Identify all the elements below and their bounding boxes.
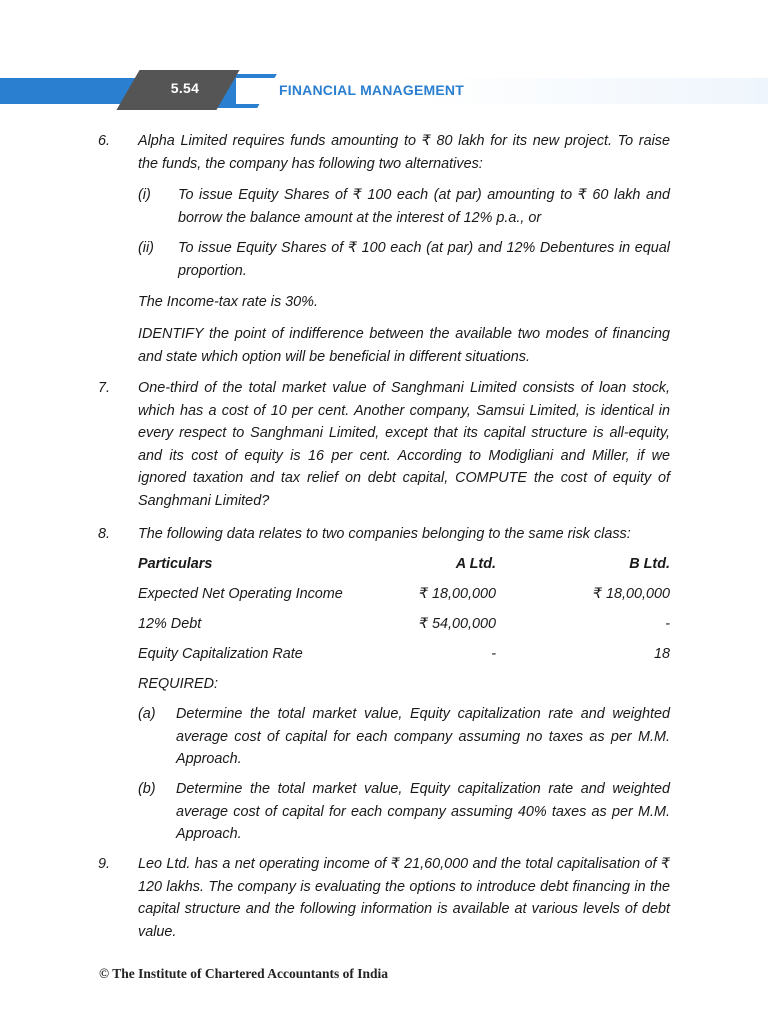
q6-option-i (138, 184, 670, 229)
option-label: (i) (138, 187, 151, 203)
question-9 (98, 853, 670, 943)
question-8 (98, 523, 670, 546)
question-text: Alpha Limited requires funds amounting to ₹ 80 lakh for its new project. To raise the funds, the company has following two alternatives: (138, 133, 670, 172)
table-header-cell: A Ltd. (455, 556, 496, 572)
option-text: To issue Equity Shares of ₹ 100 each (at par) and 12% Debentures in equal proportion. (178, 240, 670, 279)
table-cell: ₹ 18,00,000 (592, 586, 670, 602)
q6-instruction: IDENTIFY the point of indifference between the available two modes of financing and state which option will be beneficial in different situations. (138, 326, 670, 365)
table-cell: 12% Debt (138, 616, 202, 632)
table-cell: ₹ 54,00,000 (418, 616, 496, 632)
question-text: One-third of the total market value of Sanghmani Limited consists of loan stock, which has a cost of 10 per cent. Another company, Samsui Limited, is identical in every respect to Sanghmani Limited, except that its capital structure is all-equity, and its cost of equity is 16 per cent. According to Modigliani and Miller, if we ignored taxation and tax relief on debt capital, COMPUTE the cost of equity of Sanghmani Limited? (138, 380, 670, 509)
table-header-cell: B Ltd. (629, 556, 670, 572)
option-text: To issue Equity Shares of ₹ 100 each (at par) amounting to ₹ 60 lakh and borrow the balance amount at the interest of 12% p.a., or (178, 187, 670, 226)
part-label: (a) (138, 706, 156, 722)
part-label: (b) (138, 781, 156, 797)
table-cell: 18 (653, 646, 670, 662)
question-7 (98, 377, 670, 512)
question-number: 8. (98, 526, 111, 542)
table-cell: ₹ 18,00,000 (418, 586, 496, 602)
running-title: FINANCIAL MANAGEMENT (279, 82, 464, 98)
q8-required-label: REQUIRED: (138, 676, 218, 692)
table-header-cell: Particulars (138, 556, 213, 572)
q8-data-table (138, 553, 670, 673)
question-text: The following data relates to two companies belonging to the same risk class: (138, 526, 631, 542)
question-6 (98, 130, 670, 175)
page-number: 5.54 (170, 80, 200, 96)
table-cell: Expected Net Operating Income (138, 586, 343, 602)
option-label: (ii) (138, 240, 154, 256)
table-row (138, 583, 670, 613)
q6-tax-note: The Income-tax rate is 30%. (138, 294, 318, 310)
part-text: Determine the total market value, Equity capitalization rate and weighted average cost of capital for each company assuming no taxes as per M.M. Approach. (176, 706, 670, 767)
table-row (138, 643, 670, 673)
table-header-row (138, 553, 670, 583)
q8-part-a (138, 703, 670, 771)
table-row (138, 613, 670, 643)
question-number: 9. (98, 856, 111, 872)
footer-copyright: © The Institute of Chartered Accountants of India (99, 966, 388, 981)
q8-part-b (138, 778, 670, 846)
q6-option-ii (138, 237, 670, 282)
question-number: 7. (98, 380, 111, 396)
table-cell: - (665, 616, 670, 632)
table-cell: - (491, 646, 496, 662)
part-text: Determine the total market value, Equity capitalization rate and weighted average cost of capital for each company assuming 40% taxes as per M.M. Approach. (176, 781, 670, 842)
table-cell: Equity Capitalization Rate (138, 646, 303, 662)
question-number: 6. (98, 133, 111, 149)
question-text: Leo Ltd. has a net operating income of ₹ 21,60,000 and the total capitalisation of ₹ 120 lakhs. The company is evaluating the options to introduce debt financing in the capital structure and the following information is available at various levels of debt value. (138, 856, 670, 940)
